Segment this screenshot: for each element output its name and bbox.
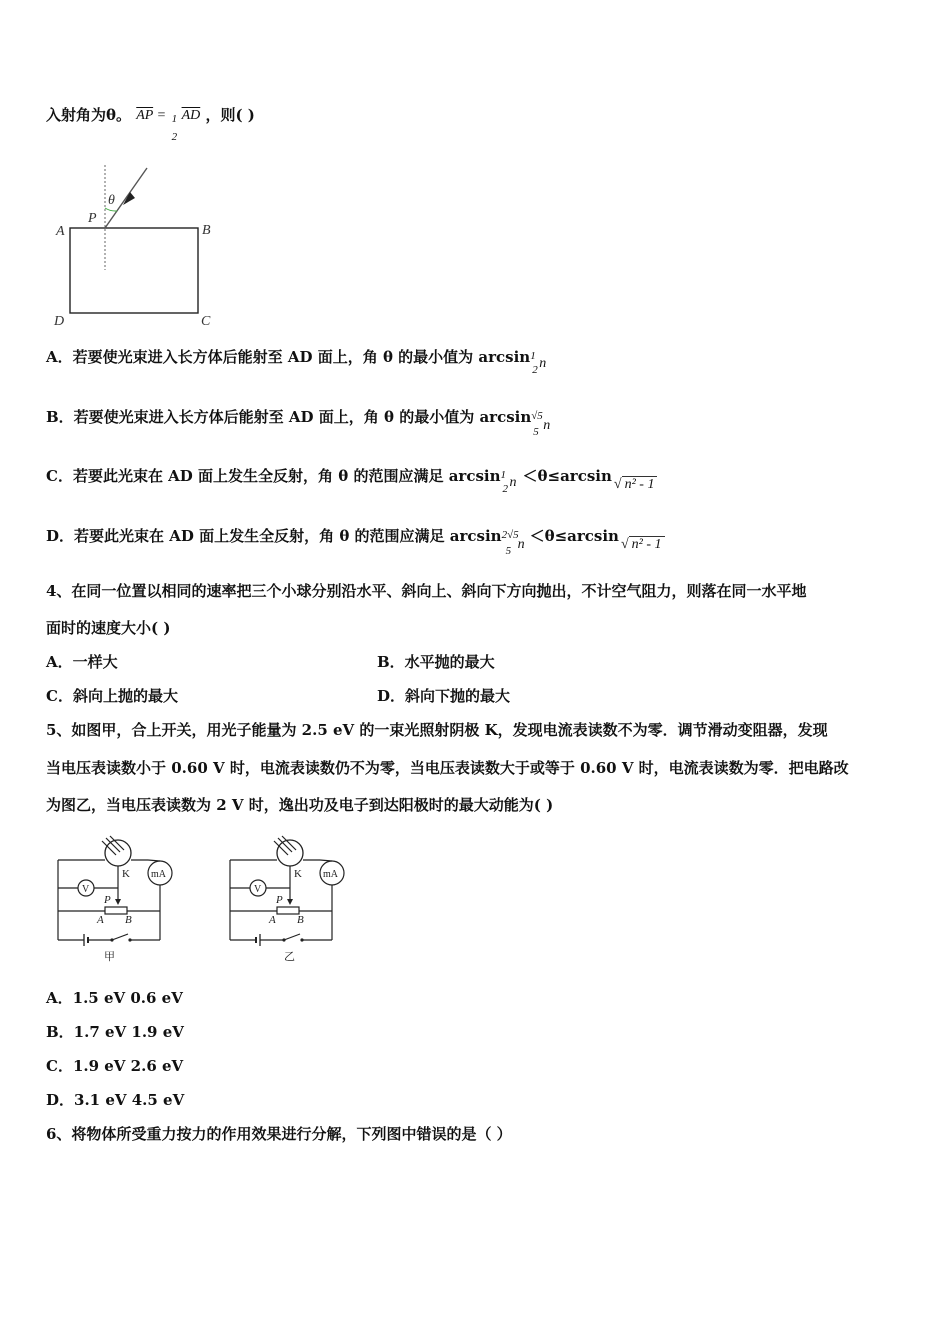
q5-stem-line1: 5、如图甲，合上开关，用光子能量为 2.5 eV 的一束光照射阴极 K，发现电流表读数不为零．调节滑动变阻器，发现 (46, 721, 828, 739)
label-p2: P (276, 894, 283, 906)
label-b2: B (125, 914, 132, 926)
q3-option-c[interactable]: C．若要此光束在 AD 面上发生全反射，角 θ 的范围应满足 arcsin 1 2 n ＜θ≤arcsin √ n² - 1 (46, 466, 657, 487)
rheostat (277, 907, 299, 914)
label-k: K (294, 868, 302, 880)
q3-intro (46, 105, 255, 143)
label-b: B (202, 223, 211, 238)
q5-option-a[interactable]: A．1.5 eV 0.6 eV (46, 989, 183, 1007)
rectangle-abcd (70, 228, 198, 313)
label-p: P (88, 211, 97, 226)
label-jia: 甲 (104, 950, 115, 963)
q5-option-c[interactable]: C．1.9 eV 2.6 eV (46, 1057, 184, 1075)
q3-intro-tail: ，则( ) (205, 106, 255, 124)
label-ma: mA (151, 869, 166, 880)
label-k: K (122, 868, 130, 880)
label-p2: P (104, 894, 111, 906)
q3-rectangle-figure (50, 160, 230, 335)
q3-option-d[interactable]: D．若要此光束在 AD 面上发生全反射，角 θ 的范围应满足 arcsin 2√5 5 n ＜θ≤arcsin √ n² - 1 (46, 526, 665, 547)
q4-stem-line1: 4、在同一位置以相同的速率把三个小球分别沿水平、斜向上、斜向下方向抛出，不计空气阻力，则落在同一水平地 (46, 582, 807, 600)
theta-arc (105, 208, 117, 211)
label-ma: mA (323, 869, 338, 880)
label-yi: 乙 (284, 950, 295, 963)
q5-stem-line3: 为图乙，当电压表读数为 2 V 时，逸出功及电子到达阳极时的最大动能为( ) (46, 796, 554, 814)
q3-option-a[interactable]: A．若要使光束进入长方体后能射至 AD 面上，角 θ 的最小值为 arcsin 1 2 n (46, 348, 547, 376)
circuit-yi (222, 835, 362, 965)
q5-option-b[interactable]: B．1.7 eV 1.9 eV (46, 1023, 184, 1041)
q3-intro-text: 入射角为θ。 (46, 106, 132, 124)
q4-stem-line2: 面时的速度大小( ) (46, 619, 171, 637)
label-c: C (201, 314, 211, 329)
q4-option-b[interactable]: B．水平抛的最大 (377, 653, 495, 671)
label-v: V (254, 884, 262, 895)
rheostat (105, 907, 127, 914)
switch-icon (284, 934, 300, 940)
switch-icon (112, 934, 128, 940)
circuit-jia (50, 835, 190, 965)
q3-option-b[interactable]: B．若要使光束进入长方体后能射至 AD 面上，角 θ 的最小值为 arcsin √5 5 n (46, 408, 551, 438)
label-a: A (56, 224, 65, 239)
label-v: V (82, 884, 90, 895)
label-b2: B (297, 914, 304, 926)
label-a2: A (97, 914, 104, 926)
q5-stem-line2: 当电压表读数小于 0.60 V 时，电流表读数仍不为零，当电压表读数大于或等于 0.60 V 时，电流表读数为零．把电路改 (46, 759, 849, 777)
q4-option-a[interactable]: A．一样大 (46, 653, 118, 671)
q3-intro-formula: $\overline{AP}$ = 1 2 $\overline{AD}$ (136, 108, 201, 143)
q4-option-c[interactable]: C．斜向上抛的最大 (46, 687, 178, 705)
q5-option-d[interactable]: D．3.1 eV 4.5 eV (46, 1091, 185, 1109)
label-theta: θ (108, 193, 115, 208)
label-d: D (54, 314, 65, 329)
q4-option-d[interactable]: D．斜向下抛的最大 (377, 687, 511, 705)
label-a2: A (269, 914, 276, 926)
q6-stem: 6、将物体所受重力按力的作用效果进行分解，下列图中错误的是（ ） (46, 1125, 512, 1143)
